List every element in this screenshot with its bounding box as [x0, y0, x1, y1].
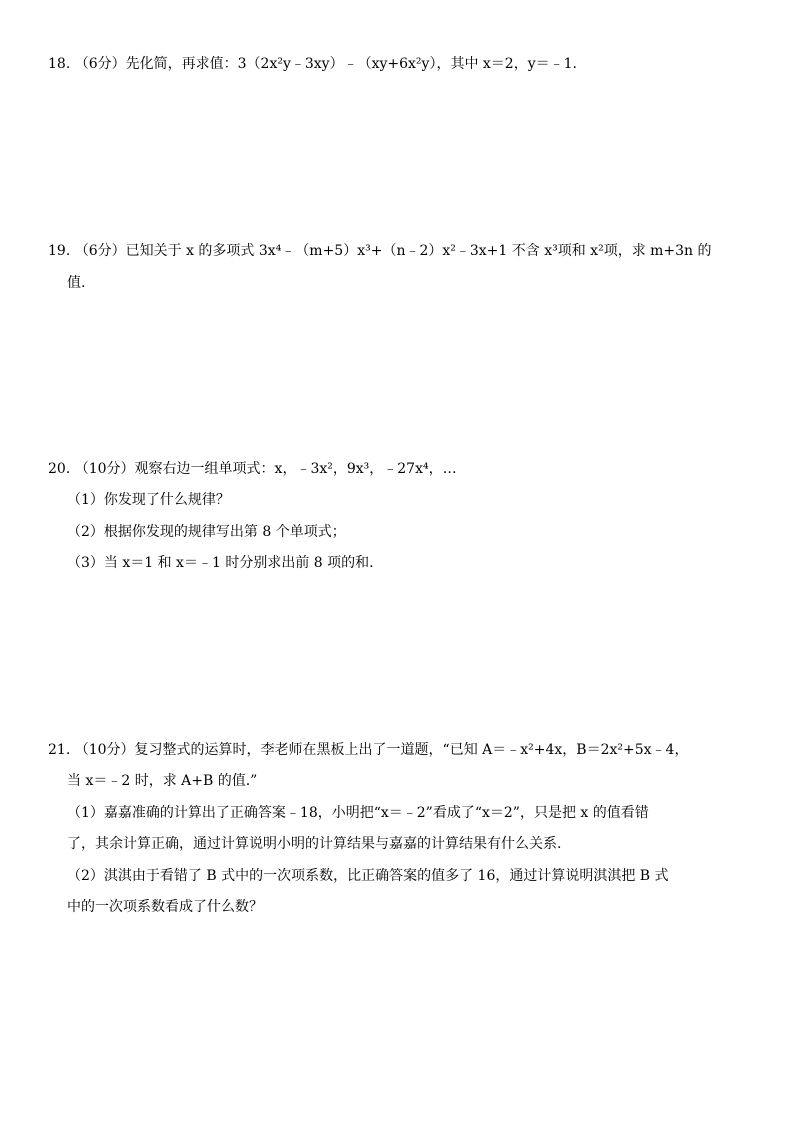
- question-20-score: （10分）: [74, 461, 135, 477]
- question-19-line-2: 值.: [67, 275, 86, 291]
- question-21-sub-1a: （1）嘉嘉准确的计算出了正确答案﹣18，小明把“x＝﹣2”看成了“x＝2”，只是把 x 的值看错: [67, 805, 649, 821]
- question-20-line-1: [48, 459, 457, 479]
- question-21-number: 21.: [48, 742, 71, 758]
- question-19-score: （6分）: [74, 243, 126, 259]
- question-20-sub-2: （2）根据你发现的规律写出第 8 个单项式；: [67, 524, 346, 540]
- question-21-line-1: [48, 740, 688, 760]
- question-19-line-1: [48, 241, 712, 261]
- question-21-score: （10分）: [74, 742, 135, 758]
- question-21-sub-2b: 中的一次项系数看成了什么数？: [67, 899, 263, 915]
- question-18-score: （6分）: [74, 56, 126, 72]
- question-21-sub-1b: 了，其余计算正确，通过计算说明小明的计算结果与嘉嘉的计算结果有什么关系.: [67, 836, 562, 852]
- question-18-text: 先化简，再求值：3（2x²y﹣3xy）﹣（xy+6x²y），其中 x＝2，y＝﹣1.: [125, 56, 577, 72]
- question-21-text: 复习整式的运算时，李老师在黑板上出了一道题，“已知 A＝﹣x²+4x，B＝2x²+5x﹣4，: [134, 742, 689, 758]
- question-18-number: 18.: [48, 56, 71, 72]
- question-21-sub-2a: （2）淇淇由于看错了 B 式中的一次项系数，比正确答案的值多了 16，通过计算说明淇淇把 B 式: [67, 868, 669, 884]
- question-19-number: 19.: [48, 243, 71, 259]
- question-20-number: 20.: [48, 461, 71, 477]
- question-20-sub-3: （3）当 x＝1 和 x＝﹣1 时分别求出前 8 项的和.: [67, 555, 374, 571]
- question-18-line-1: [48, 54, 577, 74]
- question-19-text: 已知关于 x 的多项式 3x⁴﹣（m+5）x³+（n﹣2）x²﹣3x+1 不含 x³项和 x²项，求 m+3n 的: [125, 243, 712, 259]
- question-20-sub-1: （1）你发现了什么规律？: [67, 492, 230, 508]
- question-21-line-2: 当 x＝﹣2 时，求 A+B 的值.”: [67, 773, 258, 789]
- question-20-text: 观察右边一组单项式：x，﹣3x²，9x³，﹣27x⁴，…: [134, 461, 457, 477]
